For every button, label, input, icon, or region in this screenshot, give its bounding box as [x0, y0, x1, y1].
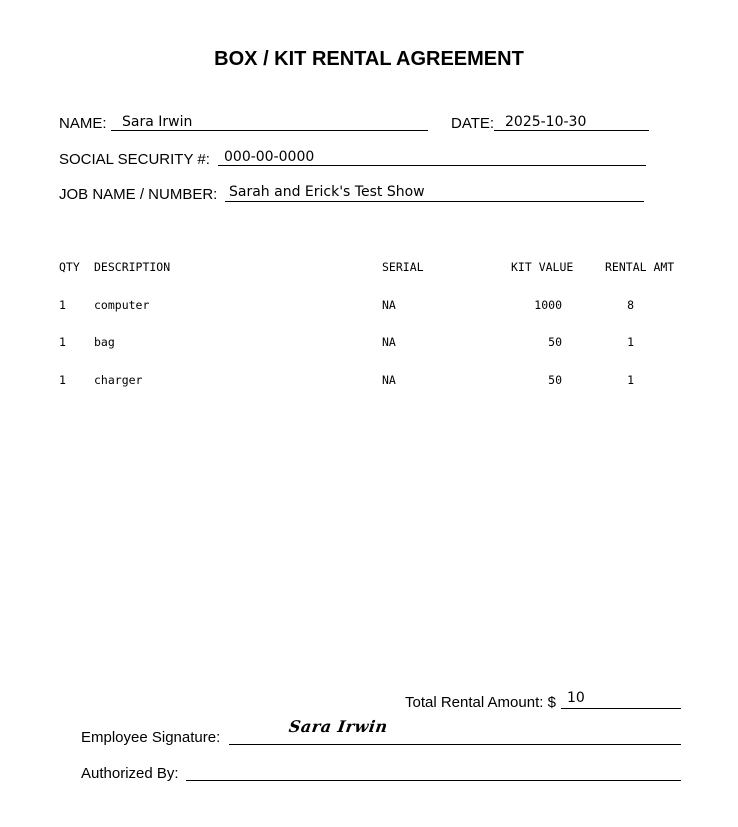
table-row	[59, 299, 699, 312]
job-value[interactable]: Sarah and Erick's Test Show	[229, 184, 425, 200]
header-kit-value: KIT VALUE	[511, 260, 574, 274]
date-label: DATE:	[451, 115, 495, 132]
name-underline	[111, 130, 428, 131]
table-header-row	[59, 261, 699, 274]
total-underline	[561, 708, 681, 709]
total-label: Total Rental Amount: $	[405, 694, 556, 711]
name-label: NAME:	[59, 115, 107, 132]
ssn-value[interactable]: 000-00-0000	[224, 149, 315, 165]
employee-signature-label: Employee Signature:	[81, 729, 221, 746]
row-qty: 1	[59, 372, 66, 387]
table-row	[59, 374, 699, 387]
header-serial: SERIAL	[382, 260, 424, 274]
row-serial: NA	[382, 297, 396, 312]
header-description: DESCRIPTION	[94, 260, 171, 274]
row-description: computer	[94, 297, 150, 312]
total-value[interactable]: 10	[567, 690, 585, 706]
name-value[interactable]: Sara Irwin	[122, 114, 193, 130]
ssn-label: SOCIAL SECURITY #:	[59, 151, 210, 168]
row-kit-value: 50	[548, 372, 562, 387]
job-label: JOB NAME / NUMBER:	[59, 186, 218, 203]
employee-signature-underline	[229, 744, 681, 745]
date-underline	[494, 130, 649, 131]
header-qty: QTY	[59, 260, 80, 274]
row-kit-value: 50	[548, 335, 562, 349]
row-rental-amt: 8	[627, 297, 634, 312]
row-description: charger	[94, 372, 143, 387]
row-description: bag	[94, 335, 115, 349]
row-qty: 1	[59, 335, 66, 349]
ssn-underline	[218, 165, 646, 166]
authorized-by-field[interactable]	[186, 780, 681, 781]
row-serial: NA	[382, 335, 396, 349]
row-rental-amt: 1	[627, 335, 634, 349]
header-rental-amt: RENTAL AMT	[605, 260, 675, 274]
employee-signature[interactable]: Sara Irwin	[287, 717, 390, 736]
row-serial: NA	[382, 372, 396, 387]
rental-items-table	[59, 236, 699, 387]
table-row	[59, 336, 699, 349]
document-title: BOX / KIT RENTAL AGREEMENT	[214, 48, 524, 70]
authorized-by-label: Authorized By:	[81, 765, 179, 782]
date-value[interactable]: 2025-10-30	[505, 114, 587, 130]
row-rental-amt: 1	[627, 372, 634, 387]
job-underline	[225, 201, 644, 202]
row-qty: 1	[59, 297, 66, 312]
row-kit-value: 1000	[534, 297, 562, 312]
